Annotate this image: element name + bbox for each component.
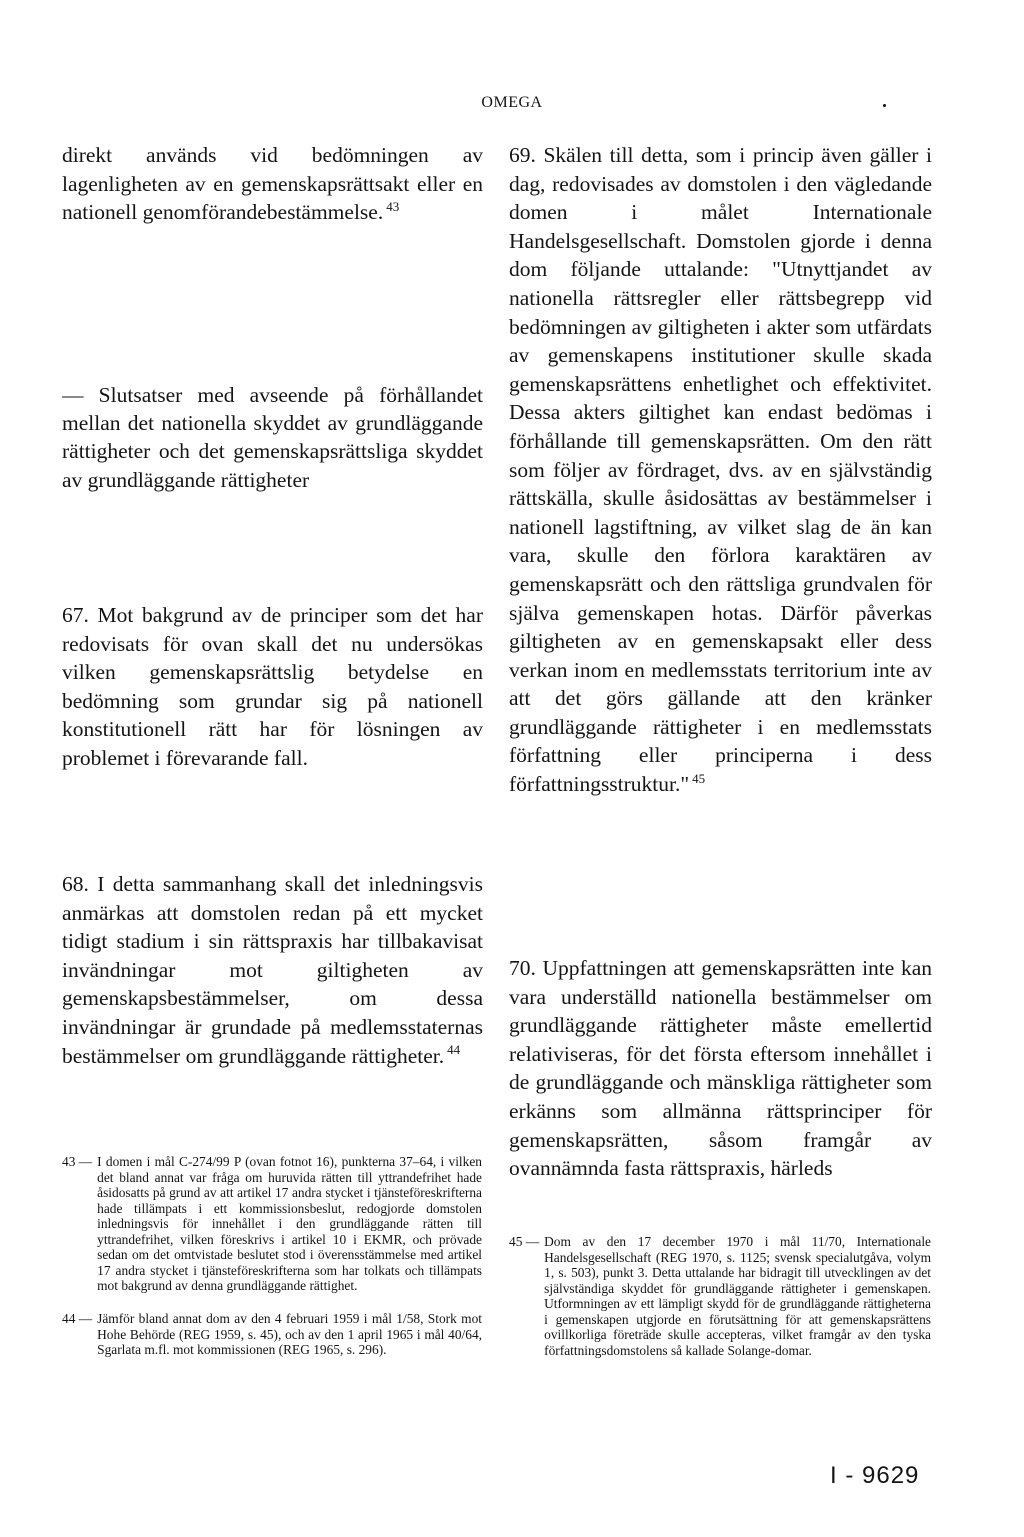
footnote-ref-43: 43 <box>386 199 400 215</box>
footnote-43 <box>62 1154 482 1294</box>
running-header: OMEGA <box>481 94 543 111</box>
paragraph-67: 67. Mot bakgrund av de principer som det har redovisats för ovan skall det nu undersökas vilken gemenskapsrättslig betydelse en bedömning som grundar sig på nationell konstitutionell rätt har för lösningen av problemet i förevarande fall. <box>62 603 483 770</box>
paragraph-70: 70. Uppfattningen att gemenskapsrätten inte kan vara underställd nationella bestämmelser om grundläggande rättigheter måste emellertid relativiseras, för det första eftersom innehållet i de grundläggande och mänskliga rättigheter som erkänns som allmänna rättsprinciper för gemenskapsrätten, såsom framgår av ovannämnda fasta rättspraxis, härleds <box>509 956 932 1181</box>
footnote-number: 45 — <box>509 1234 540 1249</box>
paragraph-69 <box>509 141 932 799</box>
paragraph-66-continuation <box>62 141 483 227</box>
page-number: I - 9629 <box>830 1462 920 1489</box>
footnote-text: Jämför bland annat dom av den 4 februari 1959 i mål 1/58, Stork mot Hohe Behörde (REG 1959, s. 45), och av den 1 april 1965 i mål 40/64, Sgarlata m.fl. mot kommissionen (REG 1965, s. 296). <box>97 1311 482 1357</box>
paragraph-68 <box>62 870 483 1070</box>
footnote-text: I domen i mål C-274/99 P (ovan fotnot 16), punkterna 37–64, i vilken det bland annat var fråga om huruvida rätten till yttrandefrihet hade åsidosatts på grund av att artikel 17 andra stycket i tjänsteföreskrifterna hade tillämpats i ett kommissionsbeslut, redogjorde domstolen inledningsvis för innehållet i den grundläggande rätten till yttrandefrihet, vilken föreskrivs i artikel 10 i EKMR, och prövade sedan om det omtvistade beslutet stod i överensstämmelse med artikel 17 andra stycket i tjänsteföreskrifterna som har tolkats och tillämpats mot bakgrund av denna grundläggande rättighet. <box>97 1154 482 1293</box>
footnote-text: Dom av den 17 december 1970 i mål 11/70, Internationale Handelsgesellschaft (REG 1970, s. 1125; svensk specialutgåva, volym 1, s. 503), punkt 3. Detta uttalande har bidragit till utvecklingen av det självständiga skyddet för grundläggande rättigheter i gemenskapen. Utformningen av ett lämpligt skydd för de grundläggande rättigheterna i gemenskapen utgjorde en förutsättning för att gemenskapsrättens ovillkorliga företräde skulle accepteras, vilket framgår av den tyska författningsdomstolens så kallade Solange-domar. <box>544 1234 931 1358</box>
footnote-45 <box>509 1234 931 1358</box>
section-heading: — Slutsatser med avseende på förhållandet mellan det nationella skyddet av grundläggande rättigheter och det gemenskapsrättsliga skyddet av grundläggande rättigheter <box>62 383 483 492</box>
header-dot <box>883 104 886 107</box>
footnote-44 <box>62 1311 482 1358</box>
paragraph-text: 68. I detta sammanhang skall det inledningsvis anmärkas att domstolen redan på ett mycket tidigt stadium i sin rättspraxis har tillbakavisat invändningar mot giltigheten av gemenskapsbestämmelser, om dessa invändningar är grundade på medlemsstaternas bestämmelser om grundläggande rättigheter. <box>62 872 483 1068</box>
paragraph-text: 69. Skälen till detta, som i princip även gäller i dag, redovisades av domstolen i den vägledande domen i målet Internationale Handelsgesellschaft. Domstolen gjorde i denna dom följande uttalande: "Utnyttjandet av nationella rättsregler eller rättsbegrepp vid bedömningen av giltigheten i akter som utfärdats av gemenskapens institutioner skulle skada gemenskapsrättens enhetlighet och effektivitet. Dessa akters giltighet kan endast bedömas i förhållande till gemenskapsrätten. Om den rätt som följer av fördraget, dvs. av en självständig rättskälla, skulle åsidosättas av bestämmelser i nationell lagstiftning, av vilket slag de än kan vara, skulle den förlora karaktären av gemenskapsrätt och den rättsliga grundvalen för själva gemenskapen hotas. Därför påverkas giltigheten av en gemenskapsakt eller dess verkan inom en medlemsstats territorium inte av att det görs gällande att den kränker grundläggande rättigheter i en medlemsstats författning eller principerna i dess författningsstruktur." <box>509 143 932 797</box>
paragraph-text: direkt används vid bedömningen av lagenligheten av en gemenskapsrättsakt eller en nationell genomförandebestämmelse. <box>62 143 483 225</box>
footnote-ref-45: 45 <box>692 770 706 786</box>
footnote-number: 43 — <box>62 1154 93 1169</box>
footnote-ref-44: 44 <box>447 1042 461 1058</box>
footnote-number: 44 — <box>62 1311 93 1326</box>
